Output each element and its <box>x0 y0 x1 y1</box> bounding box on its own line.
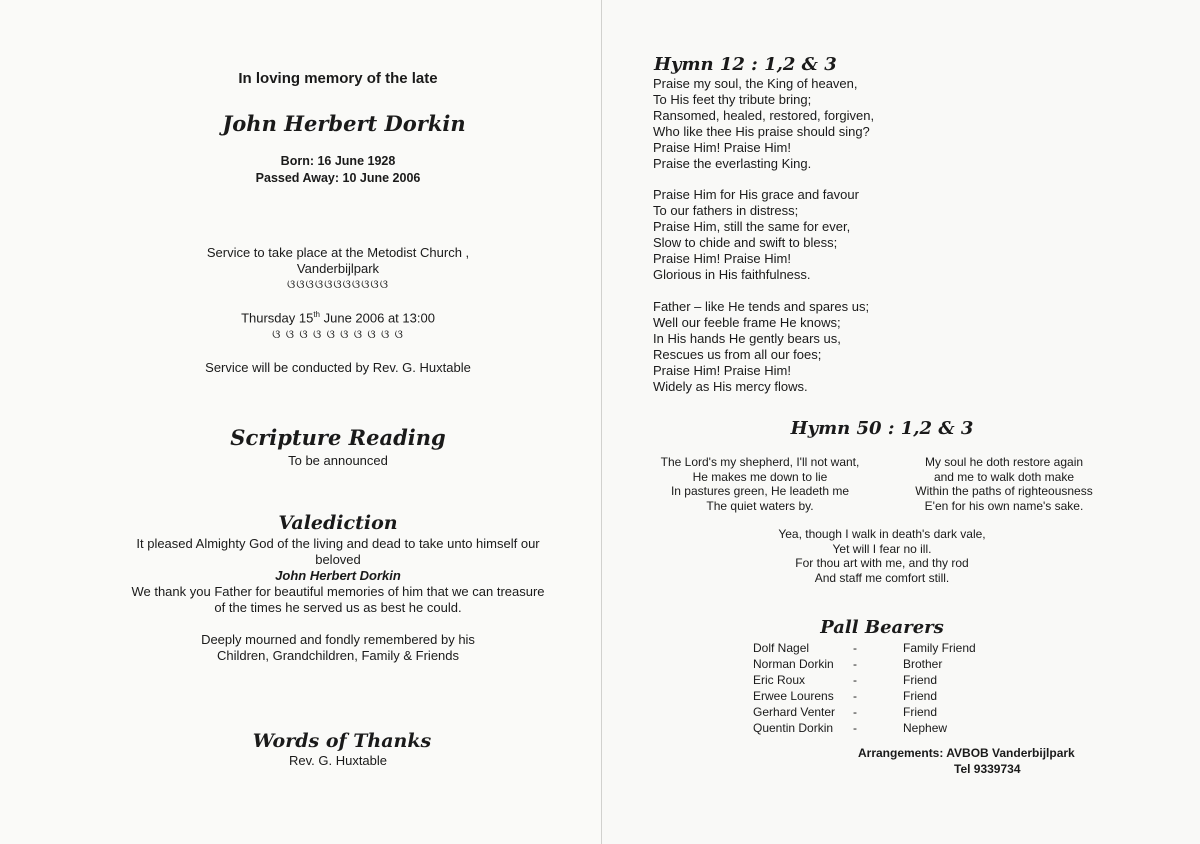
verse-line: In His hands He gently bears us, <box>653 331 841 346</box>
pall-bearer-dash: - <box>853 705 857 719</box>
pall-bearer-relation: Friend <box>903 673 938 687</box>
pall-bearers-list <box>753 640 976 736</box>
pall-bearer-row <box>753 640 976 656</box>
verse-line: Praise Him for His grace and favour <box>653 187 859 202</box>
pall-bearer-relation: Brother <box>903 657 943 671</box>
pall-bearer-relation: Friend <box>903 705 938 719</box>
pall-bearer-dash: - <box>853 689 857 703</box>
verse-line: Praise my soul, the King of heaven, <box>653 76 858 91</box>
scripture-heading: Scripture Reading <box>230 425 446 450</box>
hymn50-verse-1 <box>630 455 890 513</box>
valediction-line: We thank you Father for beautiful memories of him that we can treasure <box>131 584 545 599</box>
service-place-2: Vanderbijlpark <box>296 261 380 276</box>
service-date-main: Thursday 15 <box>241 310 314 326</box>
verse-line: Praise Him! Praise Him! <box>653 140 791 155</box>
verse-line: To our fathers in distress; <box>653 203 799 218</box>
verse-line: Within the paths of righteousness <box>915 484 1093 498</box>
passed-date: Passed Away: 10 June 2006 <box>255 171 421 185</box>
verse-line: Rescues us from all our foes; <box>653 347 822 362</box>
service-place-1: Service to take place at the Metodist Church , <box>206 245 470 260</box>
hymn50-heading: Hymn 50 : 1,2 & 3 <box>790 418 974 439</box>
verse-line: To His feet thy tribute bring; <box>653 92 812 107</box>
valediction-name: John Herbert Dorkin <box>275 568 401 583</box>
pall-heading: Pall Bearers <box>820 617 944 638</box>
verse-line: For thou art with me, and thy rod <box>795 556 969 570</box>
valediction-line: It pleased Almighty God of the living and dead to take unto himself our <box>136 536 540 551</box>
born-date: Born: 16 June 1928 <box>280 154 396 168</box>
valediction-line: beloved <box>315 552 361 567</box>
pall-bearer-relation: Friend <box>903 689 938 703</box>
verse-line: And staff me comfort still. <box>814 570 950 585</box>
verse-line: Praise Him! Praise Him! <box>653 251 791 266</box>
verse-line: He makes me down to lie <box>692 469 828 484</box>
pall-bearer-row <box>753 704 976 720</box>
verse-line: The quiet waters by. <box>706 498 814 513</box>
pall-bearer-name: Norman Dorkin <box>753 657 834 671</box>
pall-bearer-row <box>753 688 976 704</box>
pall-bearer-dash: - <box>853 657 857 671</box>
pall-bearer-name: Erwee Lourens <box>753 689 834 703</box>
verse-line: Who like thee His praise should sing? <box>653 124 870 139</box>
ornament-divider: ଓଓଓଓଓଓଓଓଓଓଓ <box>287 277 389 291</box>
hymn12-verse-3 <box>653 299 869 395</box>
verse-line: Praise Him! Praise Him! <box>653 363 791 378</box>
pall-bearer-name: Dolf Nagel <box>753 641 810 655</box>
service-date-suffix: th <box>313 310 320 319</box>
verse-line: The Lord's my shepherd, I'll not want, <box>660 455 860 469</box>
verse-line: Well our feeble frame He knows; <box>653 315 841 330</box>
verse-line: Yea, though I walk in death's dark vale, <box>778 527 986 541</box>
verse-line: Slow to chide and swift to bless; <box>653 235 838 250</box>
verse-line: E'en for his own name's sake. <box>924 498 1084 513</box>
verse-line: In pastures green, He leadeth me <box>670 484 850 498</box>
mourned-line: Children, Grandchildren, Family & Friends <box>216 648 460 663</box>
mourned-line: Deeply mourned and fondly remembered by his <box>201 632 475 647</box>
hymn50-verse-2 <box>894 455 1114 513</box>
pall-bearer-dash: - <box>853 673 857 687</box>
valediction-heading: Valediction <box>278 512 398 534</box>
verse-line: My soul he doth restore again <box>924 455 1084 469</box>
ornament-divider: ଓ ଓ ଓ ଓ ଓ ଓ ଓ ଓ ଓ ଓ <box>272 327 404 341</box>
thanks-heading: Words of Thanks <box>252 730 432 752</box>
verse-line: Praise Him, still the same for ever, <box>653 219 851 234</box>
service-date-time: June 2006 at 13:00 <box>320 310 435 326</box>
intro-line: In loving memory of the late <box>238 70 438 87</box>
verse-line: Widely as His mercy flows. <box>653 379 808 394</box>
thanks-text: Rev. G. Huxtable <box>288 753 388 768</box>
deceased-name: John Herbert Dorkin <box>222 111 466 136</box>
pall-bearer-relation: Family Friend <box>903 641 976 655</box>
arrangements: Arrangements: AVBOB Vanderbijlpark <box>858 746 1075 760</box>
pall-bearer-row <box>753 656 976 672</box>
verse-line: and me to walk doth make <box>933 469 1075 484</box>
pall-bearer-dash: - <box>853 721 857 735</box>
arrangements-tel: Tel 9339734 <box>954 762 1021 776</box>
verse-line: Yet will I fear no ill. <box>832 541 932 556</box>
pall-bearer-name: Gerhard Venter <box>753 705 836 719</box>
hymn12-verse-2 <box>653 187 859 283</box>
pall-bearer-name: Eric Roux <box>753 673 806 687</box>
hymn12-heading: Hymn 12 : 1,2 & 3 <box>654 54 837 75</box>
pall-bearer-relation: Nephew <box>903 721 948 735</box>
verse-line: Ransomed, healed, restored, forgiven, <box>653 108 875 123</box>
valediction-line: of the times he served us as best he could. <box>214 600 462 615</box>
verse-line: Father – like He tends and spares us; <box>653 299 870 314</box>
pall-bearer-row <box>753 720 976 736</box>
service-date <box>0 310 676 325</box>
hymn50-verse-3 <box>750 527 1014 585</box>
pall-bearer-row <box>753 672 976 688</box>
verse-line: Praise the everlasting King. <box>653 156 812 171</box>
verse-line: Glorious in His faithfulness. <box>653 267 811 282</box>
right-page <box>602 0 1200 844</box>
pall-bearer-dash: - <box>853 641 857 655</box>
pall-bearer-name: Quentin Dorkin <box>753 721 834 735</box>
hymn12-verse-1 <box>653 76 874 172</box>
scripture-text: To be announced <box>288 453 388 468</box>
conducted-by: Service will be conducted by Rev. G. Huxtable <box>205 360 471 375</box>
